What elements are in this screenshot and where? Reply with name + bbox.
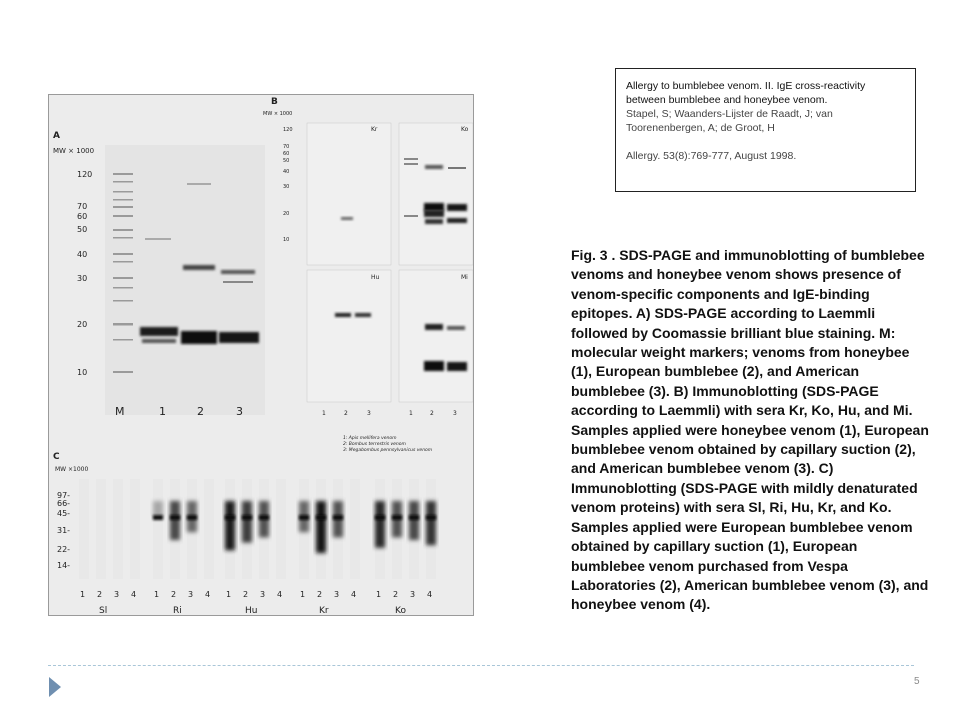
panel-a-lane-m: M <box>115 405 125 418</box>
panel-b-blot-mi <box>399 270 473 402</box>
panel-b-lane-2: 2 <box>344 410 348 417</box>
panel-b-mw-label: MW × 1000 <box>263 111 293 117</box>
panel-c-lane-label: 3 <box>334 590 340 599</box>
panel-c-lane-label: 2 <box>171 590 177 599</box>
panel-c-serum-label: Ri <box>173 606 182 616</box>
panel-a-gel <box>105 145 265 415</box>
panel-a-mw-label: MW × 1000 <box>53 147 95 155</box>
panel-b-marker-70: 70 <box>283 144 290 150</box>
page-number: 5 <box>914 676 920 687</box>
panel-b-lane-1b: 1 <box>409 410 413 417</box>
panel-b-legend-3: 3: Megabombus pennsylvanicus venom <box>343 448 433 453</box>
panel-c-smear <box>242 501 252 543</box>
panel-c-smear <box>153 501 163 517</box>
panel-c-lane-label: 4 <box>277 590 283 599</box>
panel-c-lane-label: 4 <box>351 590 357 599</box>
panel-c-smear <box>409 501 419 540</box>
panel-b-markers <box>283 127 293 243</box>
panel-a-marker-20: 20 <box>77 320 88 329</box>
panel-b-marker-10: 10 <box>283 237 290 243</box>
footer-divider <box>48 665 914 666</box>
panel-a-marker-60: 60 <box>77 212 88 221</box>
panel-c-mw-label: MW ×1000 <box>55 466 89 473</box>
panel-b-label: B <box>271 97 278 107</box>
panel-c-smear <box>316 501 326 553</box>
panel-b-marker-40: 40 <box>283 169 290 175</box>
citation-title: Allergy to bumblebee venom. II. IgE cross-reactivity between bumblebee and honeybee venom. <box>626 80 866 106</box>
panel-b-blot-mi-label: Mi <box>461 274 468 281</box>
panel-a-lane-2: 2 <box>197 405 204 418</box>
citation-box <box>615 68 916 192</box>
panel-c-strip <box>276 479 286 579</box>
panel-c-band <box>225 515 235 520</box>
panel-b-blot-ko-label: Ko <box>461 126 469 133</box>
panel-c-band <box>375 515 385 520</box>
panel-c-markers <box>57 491 70 570</box>
panel-c-lane-label: 2 <box>317 590 323 599</box>
panel-a-lane-1: 1 <box>159 405 166 418</box>
panel-c-lane-label: 4 <box>427 590 433 599</box>
panel-c-lane-label: 1 <box>376 590 382 599</box>
panel-c-band <box>299 515 309 520</box>
citation-journal: Allergy. 53(8):769-777, August 1998. <box>626 150 797 162</box>
citation-authors: Stapel, S; Waanders-Lijster de Raadt, J; van Toorenenbergen, A; de Groot, H <box>626 108 833 134</box>
panel-c-lane-label: 4 <box>131 590 137 599</box>
panel-c-smear <box>375 501 385 548</box>
panel-b-blot-hu-label: Hu <box>371 274 380 281</box>
panel-c-band <box>242 515 252 520</box>
panel-c-lane-label: 1 <box>154 590 160 599</box>
panel-b-blot-ko <box>399 123 473 265</box>
panel-b-marker-20: 20 <box>283 211 290 217</box>
panel-c-band <box>259 515 269 520</box>
panel-b-marker-50: 50 <box>283 158 290 164</box>
panel-c-lane-label: 1 <box>226 590 232 599</box>
panel-c-band <box>409 515 419 520</box>
panel-b-lane-1: 1 <box>322 410 326 417</box>
panel-a-marker-40: 40 <box>77 250 88 259</box>
panel-c-marker-31: 31- <box>57 526 71 535</box>
panel-c-lane-label: 3 <box>410 590 416 599</box>
panel-c-band <box>426 515 436 520</box>
panel-c-lane-label: 4 <box>205 590 211 599</box>
panel-a-marker-10: 10 <box>77 368 88 377</box>
panel-c-strip <box>79 479 89 579</box>
panel-b-lane-3b: 3 <box>453 410 457 417</box>
panel-c-marker-97: 97- <box>57 491 71 500</box>
panel-c-smear <box>225 501 235 550</box>
panel-c-lane-label: 2 <box>393 590 399 599</box>
panel-c-smear <box>170 501 180 540</box>
panel-b-blot-kr-label: Kr <box>371 126 378 133</box>
panel-b-legend-2: 2: Bombus terrestris venom <box>343 442 406 447</box>
panel-a-marker-50: 50 <box>77 225 88 234</box>
panel-c-serum-label: Ko <box>395 606 406 616</box>
panel-c-label: C <box>53 452 60 462</box>
panel-c-marker-66: 66- <box>57 499 71 508</box>
panel-c-lane-label: 2 <box>97 590 103 599</box>
panel-b-blot-kr <box>307 123 391 265</box>
panel-a-marker-30: 30 <box>77 274 88 283</box>
panel-b-lane-3: 3 <box>367 410 371 417</box>
figure-caption: Fig. 3 . SDS-PAGE and immunoblotting of bumblebee venoms and honeybee venom shows presence of venom-specific components and IgE-binding epitopes. A) SDS-PAGE according to Laemmli followed by Coomassie brilliant blue staining. M: molecular weight markers; venoms from honeybee (1), European bumblebee (2), and American bumblebee (3). B) Immunoblotting (SDS-PAGE according to Laemmli) with sera Kr, Ko, Hu, and Mi. Samples applied were honeybee venom (1), European bumblebee venom obtained by capillary suction (2), and American bumblebee venom (3). C) Immunoblotting (SDS-PAGE with mildly denaturated venom proteins) with sera Sl, Ri, Hu, Kr, and Ko. Samples applied were European bumblebee venom obtained by capillary suction (1), European bumblebee venom purchased from Vespa Laboratories (2), American bumblebee venom (3), and honeybee venom (4). <box>571 247 929 613</box>
panel-c-band <box>333 515 343 520</box>
panel-b-legend-1: 1: Apis mellifera venom <box>343 436 397 441</box>
panel-c-strip <box>204 479 214 579</box>
panel-c-lane-labels <box>80 590 432 599</box>
panel-c-lane-label: 3 <box>114 590 120 599</box>
figure-3-image <box>48 94 474 616</box>
panel-b-blot-hu <box>307 270 391 402</box>
panel-c-marker-45: 45- <box>57 509 71 518</box>
panel-b-marker-30: 30 <box>283 184 290 190</box>
panel-c-smear <box>426 501 436 545</box>
panel-c-marker-14: 14- <box>57 561 71 570</box>
panel-c-serum-label: Kr <box>319 606 329 616</box>
panel-c-strip <box>130 479 140 579</box>
panel-c-band <box>153 515 163 520</box>
panel-c-lane-label: 2 <box>243 590 249 599</box>
panel-b-lane-2b: 2 <box>430 410 434 417</box>
panel-c-lane-label: 1 <box>300 590 306 599</box>
panel-c-band <box>392 515 402 520</box>
panel-a-lane-3: 3 <box>236 405 243 418</box>
panel-c-lane-label: 3 <box>188 590 194 599</box>
panel-b-legend <box>343 435 433 453</box>
panel-c-strip <box>96 479 106 579</box>
panel-c-strip <box>350 479 360 579</box>
figure-drawing <box>49 95 474 616</box>
panel-c-band <box>187 515 197 520</box>
panel-c-sera-labels <box>99 606 406 616</box>
panel-c-band <box>170 515 180 520</box>
panel-c-strips <box>79 479 436 579</box>
panel-c-lane-label: 1 <box>80 590 86 599</box>
panel-c-serum-label: Hu <box>245 606 258 616</box>
panel-c-band <box>316 515 326 520</box>
panel-b-marker-120: 120 <box>283 127 293 133</box>
panel-b-marker-60: 60 <box>283 151 290 157</box>
play-arrow-icon[interactable] <box>48 676 62 698</box>
panel-a-label: A <box>53 131 60 141</box>
panel-c-lane-label: 3 <box>260 590 266 599</box>
panel-c-marker-22: 22- <box>57 545 71 554</box>
panel-c-strip <box>153 479 163 579</box>
panel-c-strip <box>113 479 123 579</box>
panel-a-marker-120: 120 <box>77 170 93 179</box>
panel-c-serum-label: Sl <box>99 606 108 616</box>
panel-a-marker-70: 70 <box>77 202 88 211</box>
